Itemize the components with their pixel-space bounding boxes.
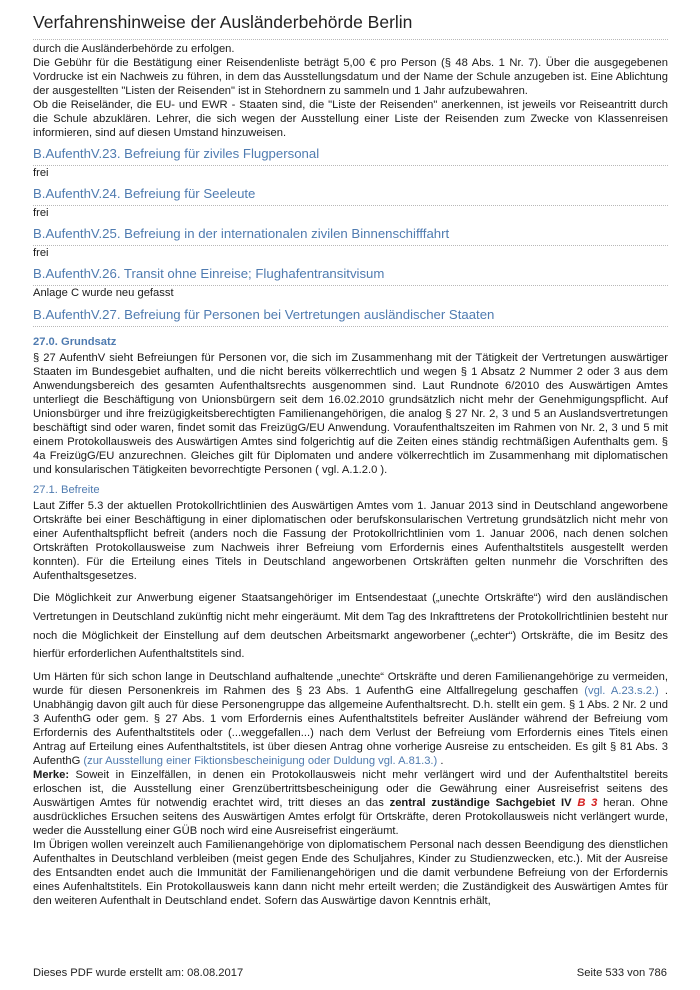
paragraph-merke (33, 768, 668, 838)
section-heading-25: B.AufenthV.25. Befreiung in der internationalen zivilen Binnenschifffahrt (33, 226, 668, 246)
section-text-24: frei (33, 207, 49, 220)
merke-responsible-unit: zentral zuständige Sachgebiet IV (389, 797, 572, 810)
paragraph-haertefall-text-3: . (437, 754, 444, 767)
merke-text-1: Soweit in Einzelfällen, in denen ein Protokollausweis nicht mehr verlängert wird und der Aufenthaltstitel bereits erloschen ist, die Ausstellung einer Grenzübertrittsbescheinigung oder die Gewährung einer Ausreisefrist seitens des Auswärtigen Amtes für notwendig erachtet wird, tritt dieses an das (33, 769, 668, 810)
paragraph-haertefall-text-2: . Unabhängig davon gilt auch für diese Personengruppe das allgemeine Aufenthaltsrecht. D.h. stellt ein gem. § 1 Abs. 2 Nr. 2 und 3 AufenthG oder gem. § 27 Abs. 1 vom Erfordernis eines Aufenthaltstitels befreiter Ausländer während der Befreiung vom Erfordernis des Aufenthaltstitels oder (...weggefallen...) nach dem Verlust der Befreiung vom Erfordernis eines Titels einen Antrag auf Erteilung eines Aufenthaltstitels, ist über diesen Antrag ohne vorherige Ausreise zu entscheiden. Es gilt § 81 Abs. 3 AufenthG (33, 684, 669, 767)
merke-unit-code: B 3 (577, 797, 598, 810)
section-heading-24: B.AufenthV.24. Befreiung für Seeleute (33, 186, 668, 206)
page-title: Verfahrenshinweise der Ausländerbehörde Berlin (33, 10, 668, 40)
merke-text-2: heran. Ohne ausdrückliches Ersuchen seitens des Auswärtigen Amtes erfolgt für Ortskräfte, deren Protokollausweis nicht verlängert wurde, weder die Ausstellung einer GÜB noch wird eine Ausreisefrist eingeräumt. (33, 797, 668, 838)
section-text-23: frei (33, 167, 49, 180)
intro-paragraph-fee: Die Gebühr für die Bestätigung einer Reisendenliste beträgt 5,00 € pro Person (§ 48 Abs. 1 Nr. 7). Über die ausgegebenen Vordrucke ist ein Nachweis zu führen, in dem das Ausstellungsdatum und der Name der Schule anzugeben ist. Eine Ablichtung der ausgestellten "Listen der Reisenden" ist in Stehordnern zu sammeln und 1 Jahr aufzubewahren. (33, 57, 668, 98)
document-body (33, 42, 668, 908)
paragraph-haertefall-text-1: Um Härten für sich schon lange in Deutschland aufhaltende „unechte“ Ortskräfte und deren Familienangehörige zu vermeiden, wurde für diesen Personenkreis im Rahmen des § 23 Abs. 1 AufenthG eine Altfallregelung geschaffen (33, 670, 668, 697)
subsection-text-27-0: § 27 AufenthV sieht Befreiungen für Personen vor, die sich im Zusammenhang mit der Tätigkeit der Vertretungen auswärtiger Staaten im Bundesgebiet aufhalten, und die nicht bereits völkerrechtlich und wegen § 1 Absatz 2 Nummer 2 oder 3 aus dem Anwendungsbereich des gesamten Aufenthaltsrechts ausgenommen sind. Laut Rundnote 6/2010 des Auswärtigen Amtes unterliegt die Beschäftigung von Unionsbürgern seit dem 16.02.2010 grundsätzlich nicht mehr der Genehmigungspflicht. Auf Unionsbürger und ihre freizügigkeitsberechtigten Familienangehörigen, die analog § 27 Nr. 2, 3 und 5 an Auslandsvertretungen beschäftigt sind oder waren, findet somit das FreizügG/EU Anwendung. Voraufenthaltszeiten im Rahmen von Nr. 2, 3 und 5 mit einem Protokollausweis des Auswärtigen Amtes sind folgerichtig auf die Zeiten eines ständig rechtmäßigen Aufenthalts gem. § 4a FreizügG/EU anzurechnen. Gleiches gilt für Diplomaten und andere völkerrechtlich im Zusammenhang mit diplomatischen und konsularischen Tätigkeiten bevorrechtigte Personen ( vgl. A.1.2.0 ). (33, 351, 668, 476)
section-heading-26: B.AufenthV.26. Transit ohne Einreise; Flughafentransitvisum (33, 266, 668, 286)
paragraph-ortskraefte: Laut Ziffer 5.3 der aktuellen Protokollrichtlinien des Auswärtigen Amtes vom 1. Januar 2013 sind in Deutschland angeworbene Ortskräfte bei einer Beschäftigung in einer diplomatischen oder berufskonsularischen Vertretung grundsätzlich nicht mehr von einer Aufenthaltspflicht befreit (anders noch die Fassung der Protokollrichtlinien vom 1. Januar 2006, nach denen solchen Ortskräften Protokollausweise zum Nachweis ihrer Befreiung vom Erfordernis eines Aufenthaltstitels ausgestellt werden konnten). Für die Erteilung eines Titels in Deutschland angeworbenen Ortskräften gelten nunmehr die Vorschriften des Aufenthaltsgesetzes. (33, 500, 668, 583)
section-text-25: frei (33, 247, 49, 260)
intro-paragraph-travel: Ob die Reiseländer, die EU- und EWR - Staaten sind, die "Liste der Reisenden" anerkennen, ist jeweils vor Reiseantritt durch die Schule abzuklären. Lehrer, die sich wegen der Ausstellung einer Liste der Reisenden zum Zwecke von Klassenreisen informieren, sind auf diesen Umstand hinzuweisen. (33, 99, 668, 140)
merke-label: Merke: (33, 769, 70, 782)
footer-page-number: Seite 533 von 786 (576, 967, 667, 979)
link-a81-3[interactable]: (zur Ausstellung einer Fiktionsbescheinigung oder Duldung vgl. A.81.3.) (83, 754, 438, 767)
intro-line: durch die Ausländerbehörde zu erfolgen. (33, 43, 235, 55)
subsection-heading-27-0: 27.0. Grundsatz (33, 335, 117, 348)
section-text-26: Anlage C wurde neu gefasst (33, 287, 174, 300)
section-heading-27: B.AufenthV.27. Befreiung für Personen bei Vertretungen ausländischer Staaten (33, 307, 668, 327)
paragraph-familienangehoerige: Im Übrigen wollen vereinzelt auch Familienangehörige von diplomatischem Personal nach dessen Beendigung des dienstlichen Aufenthaltes in Deutschland verbleiben (meist gegen Ende des Schuljahres, Kinder zu Studienzwecken, etc.). Mit der Ausreise des Entsandten endet auch die Immunität der Familienangehörigen und die damit verbundene Befreiung von der Erfordernis eines Aufenhaltstitels. Ein Protokollausweis kann dann nicht mehr erteilt werden; die Zuständigkeit des Auswärtigen Amtes für den weiteren Aufenthalt in Deutschland endet. Sofern das Auswärtige davon Kenntnis erhält, (33, 839, 668, 908)
paragraph-haertefall (33, 670, 668, 768)
paragraph-unechte-ortskraefte: Die Möglichkeit zur Anwerbung eigener Staatsangehöriger im Entsendestaat („unechte Ortskräfte“) wird den ausländischen Vertretungen in Deutschland zukünftig nicht mehr eingeräumt. Mit dem Tag des Inkrafttretens der Protokollrichtlinien besteht nur noch die Möglichkeit der Einstellung auf dem deutschen Arbeitsmarkt angeworbener („echter“) Ortskräfte, die im Besitz des hierfür erforderlichen Aufenthaltstitels sind. (33, 592, 668, 661)
section-heading-23: B.AufenthV.23. Befreiung für ziviles Flugpersonal (33, 146, 668, 166)
link-a23-s2[interactable]: (vgl. A.23.s.2.) (584, 684, 659, 697)
footer-created-date: Dieses PDF wurde erstellt am: 08.08.2017 (33, 967, 244, 979)
subsection-heading-27-1: 27.1. Befreite (33, 483, 100, 496)
